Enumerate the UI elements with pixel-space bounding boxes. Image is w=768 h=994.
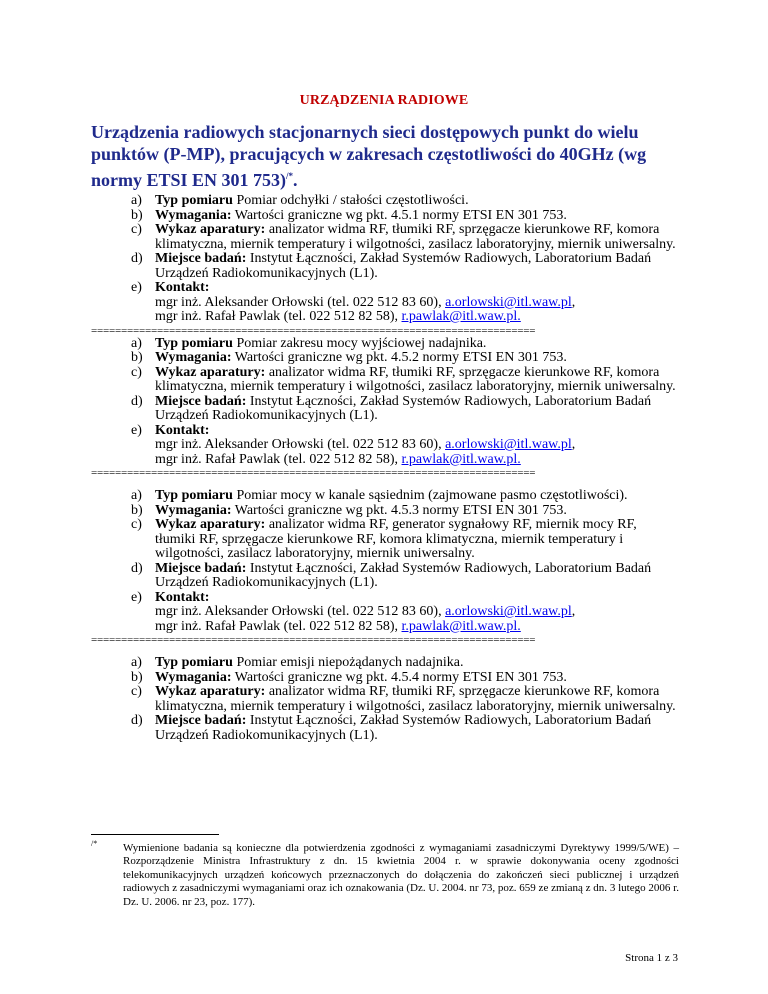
item-label: Wykaz aparatury: bbox=[155, 364, 266, 380]
measurement-sections bbox=[91, 194, 679, 743]
email-link[interactable]: r.pawlak@itl.waw.pl. bbox=[401, 618, 521, 634]
item-letter: c) bbox=[131, 364, 142, 380]
contact-line bbox=[155, 453, 679, 468]
email-link[interactable]: a.orlowski@itl.waw.pl bbox=[445, 294, 572, 310]
contact-line bbox=[155, 310, 679, 325]
contact-item bbox=[91, 591, 679, 635]
section-item bbox=[91, 714, 679, 743]
item-text: Pomiar zakresu mocy wyjściowej nadajnika. bbox=[232, 335, 487, 351]
item-letter: a) bbox=[131, 193, 142, 208]
item-label: Typ pomiaru bbox=[155, 655, 233, 670]
contact-comma: , bbox=[571, 294, 576, 310]
contact-person: mgr inż. Aleksander Orłowski (tel. 022 512 83 60), bbox=[155, 437, 446, 452]
measurement-section bbox=[91, 194, 679, 325]
section-item bbox=[91, 685, 679, 714]
item-text: Instytut Łączności, Zakład Systemów Radiowych, Laboratorium Badań Urządzeń Radiokomunikacyjnych (L1). bbox=[155, 713, 652, 743]
section-label: URZĄDZENIA RADIOWE bbox=[299, 93, 469, 108]
item-label: Wymagania: bbox=[155, 502, 232, 518]
section-item bbox=[91, 395, 679, 424]
item-text: Wartości graniczne wg pkt. 4.5.2 normy ETSI EN 301 753. bbox=[231, 350, 567, 365]
item-text: analizator widma RF, generator sygnałowy RF, miernik mocy RF, tłumiki RF, sprzęgacze kierunkowe RF, komora klimatyczna, miernik temperatury i wilgotności, zasilacz laboratoryjny, miernik uniwersalny. bbox=[155, 517, 637, 561]
email-link[interactable]: r.pawlak@itl.waw.pl. bbox=[401, 309, 521, 324]
item-letter: a) bbox=[131, 488, 142, 503]
item-label: Wykaz aparatury: bbox=[155, 684, 266, 699]
contact-line bbox=[155, 296, 679, 311]
item-letter: e) bbox=[131, 589, 142, 605]
item-text: Instytut Łączności, Zakład Systemów Radiowych, Laboratorium Badań Urządzeń Radiokomunikacyjnych (L1). bbox=[155, 251, 652, 281]
contact-comma: , bbox=[571, 437, 576, 452]
item-text: Pomiar emisji niepożądanych nadajnika. bbox=[232, 655, 464, 670]
item-label: Wymagania: bbox=[155, 207, 232, 223]
section-item bbox=[91, 518, 679, 562]
contact-item bbox=[91, 281, 679, 325]
measurement-section bbox=[91, 337, 679, 468]
contact-line bbox=[155, 438, 679, 453]
item-text: Pomiar mocy w kanale sąsiednim (zajmowane pasmo częstotliwości). bbox=[232, 488, 628, 503]
item-label: Miejsce badań: bbox=[155, 393, 247, 409]
contact-line bbox=[155, 605, 679, 620]
item-text: Wartości graniczne wg pkt. 4.5.4 normy ETSI EN 301 753. bbox=[231, 669, 567, 685]
item-text: Wartości graniczne wg pkt. 4.5.3 normy ETSI EN 301 753. bbox=[231, 502, 567, 518]
contact-item bbox=[91, 424, 679, 468]
item-letter: d) bbox=[131, 560, 143, 576]
item-letter: e) bbox=[131, 280, 142, 295]
document-title bbox=[91, 121, 679, 191]
section-item bbox=[91, 209, 679, 224]
separator-line: ========================================================================== bbox=[91, 634, 536, 646]
item-letter: d) bbox=[131, 393, 143, 409]
item-letter: c) bbox=[131, 222, 142, 237]
contact-person: mgr inż. Rafał Pawlak (tel. 022 512 82 58), bbox=[155, 451, 402, 467]
item-text: Pomiar odchyłki / stałości częstotliwości. bbox=[232, 193, 469, 208]
item-text: analizator widma RF, tłumiki RF, sprzęgacze kierunkowe RF, komora klimatyczna, miernik temperatury i wilgotności, zasilacz laboratoryjny, miernik uniwersalny. bbox=[155, 684, 676, 714]
item-letter: c) bbox=[131, 684, 142, 699]
section-item bbox=[91, 223, 679, 252]
item-text: Wartości graniczne wg pkt. 4.5.1 normy ETSI EN 301 753. bbox=[231, 207, 567, 223]
contact-person: mgr inż. Rafał Pawlak (tel. 022 512 82 58), bbox=[155, 309, 402, 324]
item-label: Miejsce badań: bbox=[155, 560, 247, 576]
item-label: Typ pomiaru bbox=[155, 193, 233, 208]
contact-person: mgr inż. Aleksander Orłowski (tel. 022 512 83 60), bbox=[155, 604, 446, 619]
footnote-text: Wymienione badania są konieczne dla potwierdzenia zgodności z wymaganiami zasadniczymi Dyrektywy 1999/5/WE) – Rozporządzenie Ministra Infrastruktury z dn. 15 kwietnia 2004 r. w sprawie dokonywania oceny zgodności telekomunikacyjnych urządzeń końcowych przeznaczonych do dołączenia do zakończeń sieci publicznej i urządzeń radiowych z zasadniczymi wymaganiami oraz ich oznakowania (Dz. U. 2004. nr 73, poz. 659 ze zmianą z dn. 3 lutego 2006 r. Dz. U. 2006. nr 23, poz. 177). bbox=[123, 842, 679, 908]
item-text: Instytut Łączności, Zakład Systemów Radiowych, Laboratorium Badań Urządzeń Radiokomunikacyjnych (L1). bbox=[155, 393, 652, 423]
item-label: Wykaz aparatury: bbox=[155, 517, 266, 532]
item-letter: a) bbox=[131, 335, 142, 351]
contact-line bbox=[155, 620, 679, 635]
section-item bbox=[91, 337, 679, 352]
section-item bbox=[91, 351, 679, 366]
email-link[interactable]: r.pawlak@itl.waw.pl. bbox=[401, 451, 521, 467]
item-label: Wykaz aparatury: bbox=[155, 222, 266, 237]
item-letter: d) bbox=[131, 251, 143, 266]
measurement-section bbox=[91, 656, 679, 743]
title-footnote-mark[interactable]: /* bbox=[286, 171, 294, 181]
item-label: Typ pomiaru bbox=[155, 335, 233, 351]
contact-label: Kontakt: bbox=[155, 422, 210, 438]
section-item bbox=[91, 366, 679, 395]
item-label: Typ pomiaru bbox=[155, 488, 233, 503]
section-item bbox=[91, 671, 679, 686]
separator-line: ========================================================================== bbox=[91, 467, 536, 479]
email-link[interactable]: a.orlowski@itl.waw.pl bbox=[445, 604, 572, 619]
section-item bbox=[91, 194, 679, 209]
item-label: Miejsce badań: bbox=[155, 251, 247, 266]
item-label: Wymagania: bbox=[155, 669, 232, 685]
email-link[interactable]: a.orlowski@itl.waw.pl bbox=[445, 437, 572, 452]
title-text: Urządzenia radiowych stacjonarnych sieci dostępowych punkt do wielu punktów (P-MP), pracujących w zakresach częstotliwości do 40GHz (wg normy ETSI EN 301 753) bbox=[91, 122, 647, 190]
footnote-mark: /* bbox=[91, 839, 98, 848]
item-letter: e) bbox=[131, 422, 142, 438]
section-item bbox=[91, 562, 679, 591]
item-text: analizator widma RF, tłumiki RF, sprzęgacze kierunkowe RF, komora klimatyczna, miernik temperatury i wilgotności, zasilacz laboratoryjny, miernik uniwersalny. bbox=[155, 222, 676, 252]
item-label: Wymagania: bbox=[155, 350, 232, 365]
item-letter: a) bbox=[131, 655, 142, 670]
contact-person: mgr inż. Aleksander Orłowski (tel. 022 512 83 60), bbox=[155, 294, 446, 310]
section-item bbox=[91, 489, 679, 504]
footnote-rule bbox=[91, 834, 219, 835]
contact-label: Kontakt: bbox=[155, 589, 210, 605]
contact-person: mgr inż. Rafał Pawlak (tel. 022 512 82 58), bbox=[155, 618, 402, 634]
contact-label: Kontakt: bbox=[155, 280, 210, 295]
section-item bbox=[91, 252, 679, 281]
measurement-section bbox=[91, 489, 679, 634]
section-item bbox=[91, 504, 679, 519]
item-letter: b) bbox=[131, 207, 143, 223]
item-letter: b) bbox=[131, 350, 143, 365]
contact-comma: , bbox=[571, 604, 576, 619]
separator-line: ========================================================================== bbox=[91, 324, 536, 337]
item-letter: d) bbox=[131, 713, 143, 728]
item-text: Instytut Łączności, Zakład Systemów Radiowych, Laboratorium Badań Urządzeń Radiokomunikacyjnych (L1). bbox=[155, 560, 652, 590]
item-text: analizator widma RF, tłumiki RF, sprzęgacze kierunkowe RF, komora klimatyczna, miernik temperatury i wilgotności, zasilacz laboratoryjny, miernik uniwersalny. bbox=[155, 364, 676, 394]
page-number: Strona 1 z 3 bbox=[625, 952, 678, 964]
title-end: . bbox=[293, 170, 298, 190]
item-label: Miejsce badań: bbox=[155, 713, 247, 728]
section-item bbox=[91, 656, 679, 671]
item-letter: c) bbox=[131, 517, 142, 532]
item-letter: b) bbox=[131, 669, 143, 685]
item-letter: b) bbox=[131, 502, 143, 518]
